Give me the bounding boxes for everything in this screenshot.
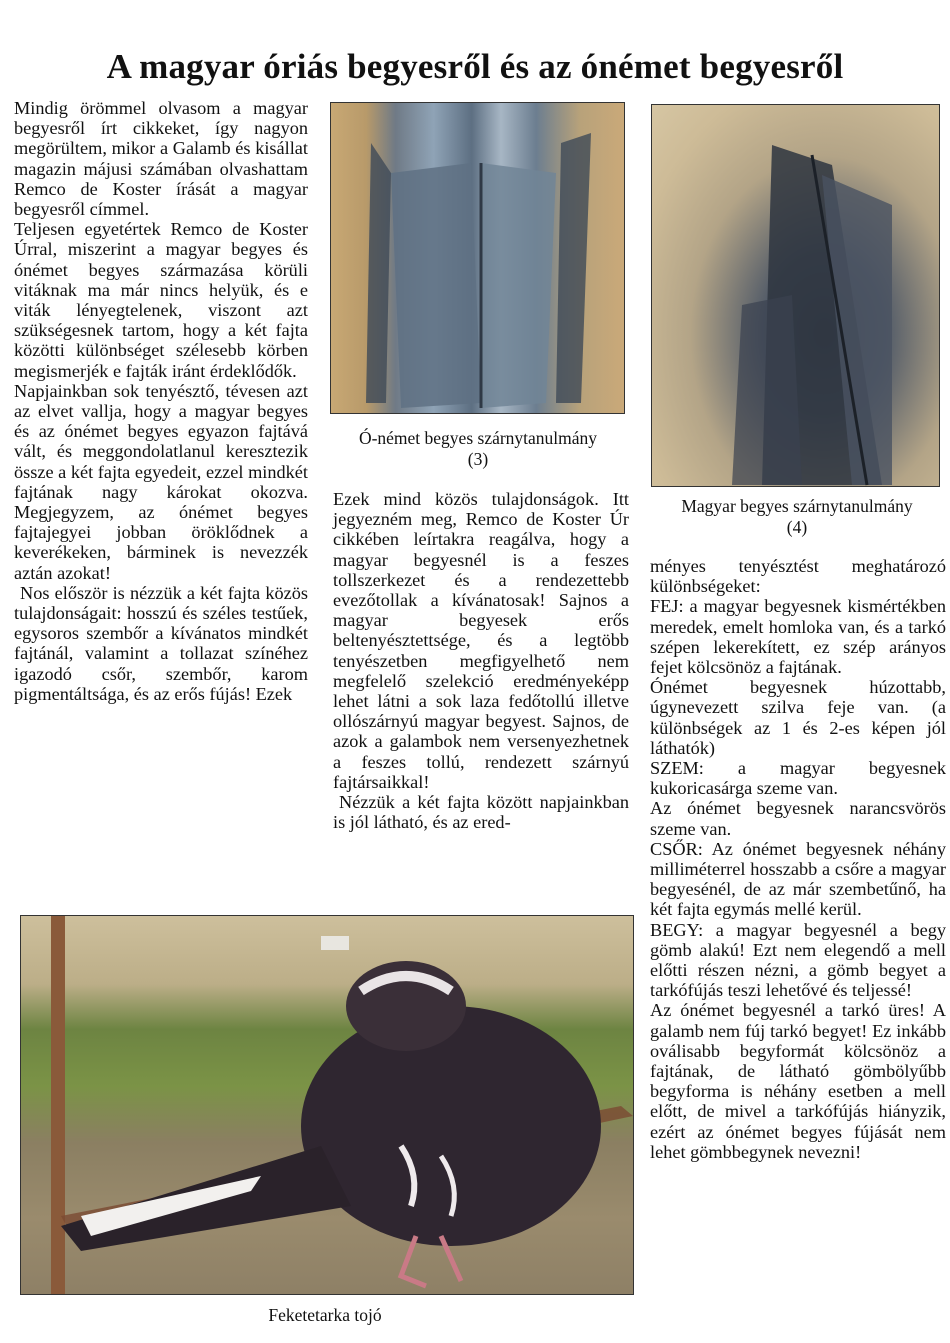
paragraph: Teljesen egyetértek Remco de Koster Úrral, miszerint a magyar begyes és ónémet begyes származása körüli vitáknak ma már nincs helyük, és e viták lényegtelenek, viszont azt szükségesnek tartom, hogy a két fajta közötti különbséget szélesebb körben megismerjék e fajták iránt érdeklődők. [14,219,308,381]
figure-caption-main: Feketetarka tojó [268,1305,382,1325]
paragraph: Ezek mind közös tulajdonságok. Itt jegyezném meg, Remco de Koster Úr cikkében leírtakra reagálva, hogy a magyar begyesnél is a feszes tollszerkezet és a rendezettebb evezőtollak a kívánatosak! Sajnos a magyar begyesek erős beltenyésztettsége, és a legtöbb tenyészetben megfigyelhető nem megfelelő szelekció eredményeképp lehet látni a sok laza fedőtollú illetve ollószárnyú magyar begyest. Sajnos, de azok a galambok nem versenyezhetnek a feszes tollú, rendezett szárnyú fajtársaikkal! [333,489,629,792]
caption-number: (3) [467,449,489,469]
wing-feathers-illustration [652,105,939,486]
paragraph: Az ónémet begyesnél a tarkó üres! A galamb nem fúj tarkó begyet! Ez inkább oválisabb begyformát kölcsönöz a fajtának, de látható gömbölyűbb begyforma is néhány esetben a mell előtt, de mivel a tarkófújás hiányzik, ezért az ónémet begyes fújását nem lehet gömbbegynek nevezni! [650,1000,946,1162]
pigeon-illustration [21,916,633,1294]
photo-magyar-wing-study [651,104,940,487]
paragraph: Ónémet begyesnek húzottabb, úgynevezett szilva feje van. (a különbségek az 1 és 2-es képen jól láthatók) [650,677,946,758]
paragraph: Nézzük a két fajta között napjainkban is jól látható, és az ered- [333,792,629,833]
paragraph: SZEM: a magyar begyesnek kukoricasárga szeme van. [650,758,946,799]
article-title: A magyar óriás begyesről és az ónémet begyesről [106,47,844,87]
paragraph: FEJ: a magyar begyesnek kismértékben meredek, emelt homloka van, és a tarkó szépen lekerekített, ez szép arányos fejet kölcsönöz a fajtának. [650,596,946,678]
caption-text: Magyar begyes szárnytanulmány [681,496,913,516]
caption-number: (4) [786,517,808,537]
caption-text: Ó-német begyes szárnytanulmány [358,428,598,448]
paragraph: ményes tenyésztést meghatározó különbségeket: [650,556,946,597]
paragraph: Nos először is nézzük a két fajta közös tulajdonságait: hosszú és széles testűek, egysoros szembőr a kívánatos mindkét fajtánál, valamint a tollazat színéhez igazodó csőr, szembőr, karom pigmentáltsága, és az erős fújás! Ezek [14,582,308,704]
column-3 [650,556,946,1162]
column-2 [333,489,629,832]
paragraph: Az ónémet begyesnek narancsvörös szeme van. [650,798,946,839]
wing-feathers-illustration [331,103,624,413]
paragraph: Mindig örömmel olvasom a magyar begyesről írt cikkeket, így nagyon megörültem, mikor a Galamb és kisállat magazin májusi számában olvashattam Remco de Koster írását a magyar begyesről címmel. [14,98,308,220]
photo-pigeon-black-pied-hen [20,915,634,1295]
paragraph: CSŐR: Az ónémet begyesnek néhány milliméterrel hosszabb a csőre a magyar begyesénél, de az már szembetűnő, ha két fajta egymás mellé kerül. [650,838,946,920]
paragraph: BEGY: a magyar begyesnél a begy gömb alakú! Ezt nem elegendő a mell előtti részen nézni, a gömb begyet a tarkófújás teszi lehetővé és teljessé! [650,919,946,1001]
figure-caption-3 [330,428,626,470]
photo-onemet-wing-study [330,102,625,414]
figure-caption-4 [648,496,946,538]
paragraph: Napjainkban sok tenyésztő, tévesen azt az elvet vallja, hogy a magyar begyes és az ónémet begyes egyazon fajtává vált, és meggondolatlanul keresztezik össze a két fajta egyedeit, ezzel mindkét fajtának nagy károkat okozva. Megjegyzem, az ónémet begyes fajtajegyei jobban öröklődnek a keverékeken, bárminek is nevezzék aztán azokat! [14,380,308,583]
column-1 [14,98,308,704]
